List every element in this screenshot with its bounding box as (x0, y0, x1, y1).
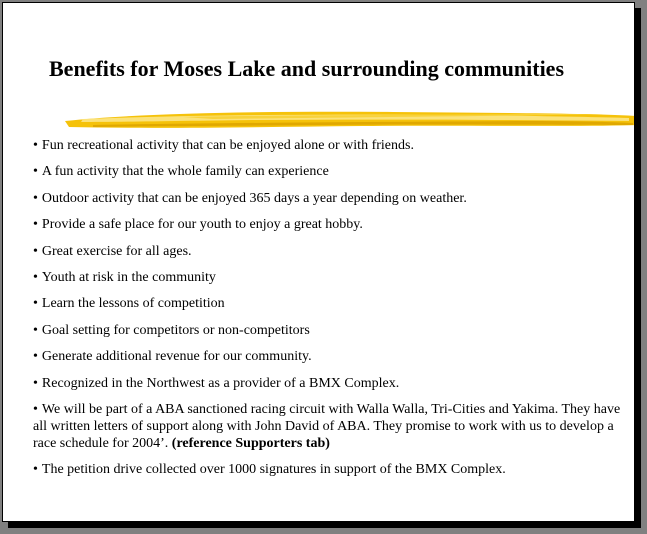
bullet-item (33, 190, 625, 207)
bullet-dot: • (33, 243, 38, 259)
bullet-text: A fun activity that the whole family can experience (41, 164, 329, 180)
bullet-text: Outdoor activity that can be enjoyed 365 days a year depending on weather. (41, 190, 467, 206)
bullet-text: Provide a safe place for our youth to enjoy a great hobby. (41, 217, 363, 233)
bullet-item (33, 269, 625, 286)
reference-note: (reference Supporters tab) (171, 435, 330, 451)
bullet-text: Fun recreational activity that can be enjoyed alone or with friends. (41, 138, 414, 153)
bullet-dot: • (33, 375, 38, 391)
bullet-item (33, 461, 625, 478)
slide-title: Benefits for Moses Lake and surrounding communities (49, 56, 565, 81)
bullet-dot: • (33, 269, 38, 285)
bullet-text: We will be part of a ABA sanctioned racing circuit with Walla Walla, Tri-Cities and Yakima. They have all written letters of support along with John David of ABA. They promise to work with us to develop a race schedule for 2004’. (33, 401, 621, 451)
bullet-item (33, 348, 625, 365)
bullet-dot: • (33, 322, 38, 338)
bullet-text: Learn the lessons of competition (41, 296, 225, 312)
slide (2, 2, 635, 522)
bullet-dot: • (33, 217, 38, 233)
bullet-item (33, 243, 625, 260)
bullet-item (33, 375, 625, 392)
bullet-item (33, 163, 625, 180)
bullet-dot: • (33, 190, 38, 206)
bullet-list (33, 137, 625, 488)
bullet-text: Generate additional revenue for our community. (41, 349, 312, 365)
bullet-item (33, 137, 625, 154)
brush-stroke-underline (63, 103, 635, 137)
bullet-text: Goal setting for competitors or non-competitors (41, 322, 310, 338)
bullet-text: The petition drive collected over 1000 signatures in support of the BMX Complex. (41, 462, 506, 478)
bullet-text: Youth at risk in the community (41, 269, 216, 285)
bullet-dot: • (33, 164, 38, 180)
bullet-item (33, 216, 625, 233)
bullet-item (33, 295, 625, 312)
bullet-dot: • (33, 296, 38, 312)
bullet-item (33, 401, 625, 452)
bullet-dot: • (33, 349, 38, 365)
bullet-text: Great exercise for all ages. (41, 243, 192, 259)
bullet-text: Recognized in the Northwest as a provider of a BMX Complex. (41, 375, 400, 391)
bullet-dot: • (33, 401, 38, 417)
bullet-dot: • (33, 462, 38, 478)
bullet-dot: • (33, 138, 38, 153)
bullet-item (33, 322, 625, 339)
